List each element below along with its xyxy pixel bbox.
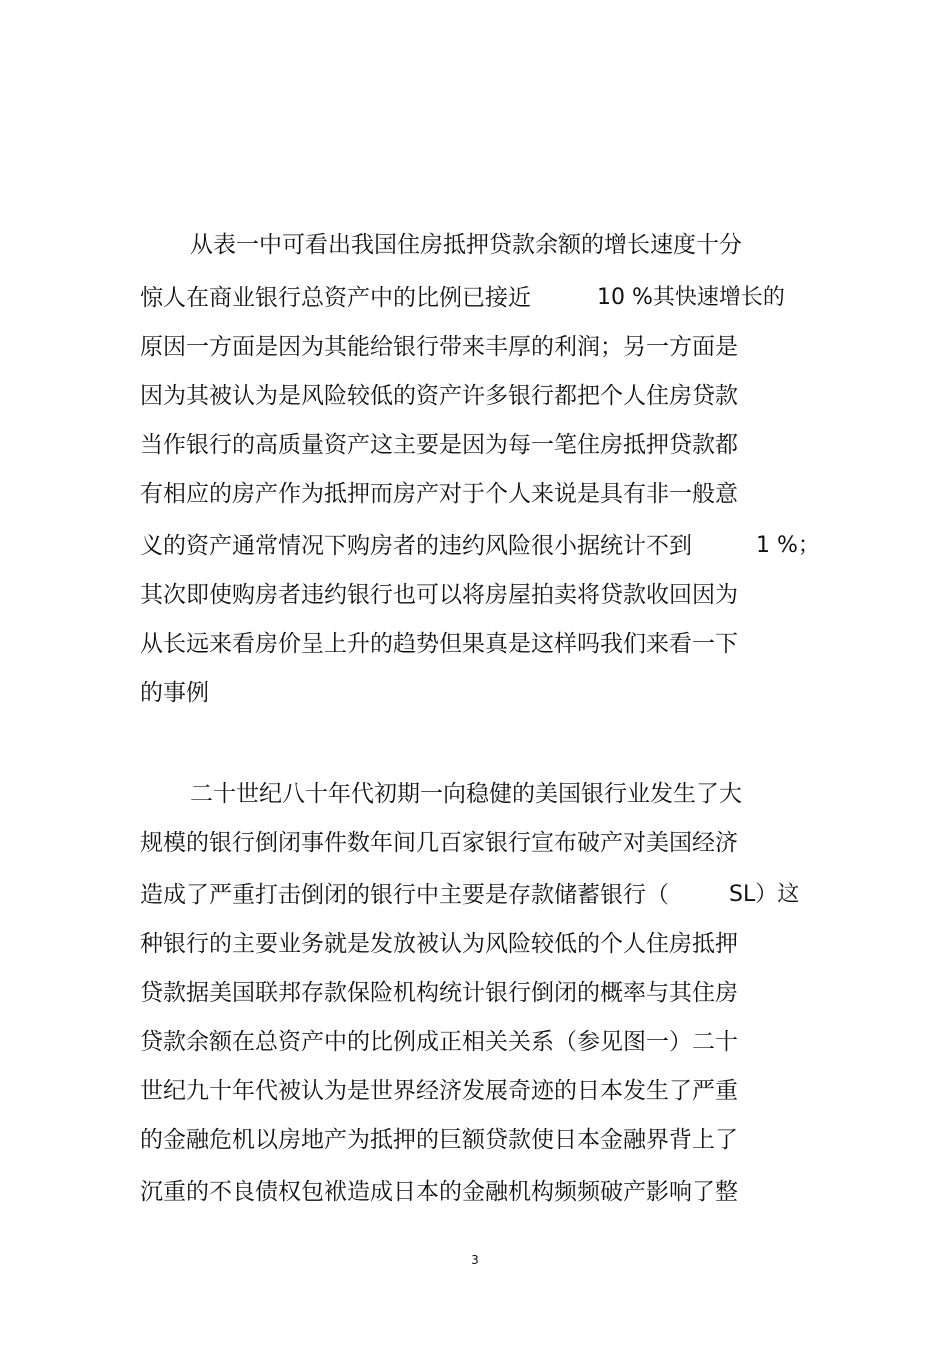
paragraph2-line-8: 的金融危机以房地产为抵押的巨额贷款使日本金融界背上了	[140, 1127, 738, 1153]
paragraph1-line-9: 从长远来看房价呈上升的趋势但果真是这样吗我们来看一下	[140, 631, 738, 657]
paragraph2-line-7: 世纪九十年代被认为是世界经济发展奇迹的日本发生了严重	[140, 1078, 738, 1104]
paragraph1-line-2-tail: 10 %其快速增长的	[597, 285, 785, 310]
paragraph2-line-5: 贷款据美国联邦存款保险机构统计银行倒闭的概率与其住房	[140, 980, 738, 1006]
paragraph2-line-9: 沉重的不良债权包袱造成日本的金融机构频频破产影响了整	[140, 1179, 738, 1205]
paragraph1-line-6: 有相应的房产作为抵押而房产对于个人来说是具有非一般意	[140, 481, 738, 507]
paragraph2-line-6: 贷款余额在总资产中的比例成正相关关系（参见图一）二十	[140, 1029, 738, 1055]
paragraph2-line-2: 规模的银行倒闭事件数年间几百家银行宣布破产对美国经济	[140, 830, 738, 856]
paragraph2-line-1: 二十世纪八十年代初期一向稳健的美国银行业发生了大	[190, 781, 742, 807]
paragraph2-line-3-tail: SL）这	[729, 882, 800, 907]
paragraph1-line-4: 因为其被认为是风险较低的资产许多银行都把个人住房贷款	[140, 383, 738, 409]
paragraph1-line-10: 的事例	[140, 680, 209, 706]
paragraph1-line-8: 其次即使购房者违约银行也可以将房屋拍卖将贷款收回因为	[140, 582, 738, 608]
paragraph2-line-4: 种银行的主要业务就是发放被认为风险较低的个人住房抵押	[140, 931, 738, 957]
paragraph1-line-7-tail: 1 %；	[756, 533, 820, 558]
paragraph1-line-5: 当作银行的高质量资产这主要是因为每一笔住房抵押贷款都	[140, 432, 738, 458]
paragraph1-line-1: 从表一中可看出我国住房抵押贷款余额的增长速度十分	[190, 232, 742, 258]
paragraph1-line-7: 义的资产通常情况下购房者的违约风险很小据统计不到	[140, 533, 692, 559]
paragraph2-line-3: 造成了严重打击倒闭的银行中主要是存款储蓄银行（	[140, 882, 669, 908]
paragraph1-line-3: 原因一方面是因为其能给银行带来丰厚的利润；另一方面是	[140, 334, 738, 360]
page-number: 3	[471, 1253, 479, 1267]
paragraph1-line-2: 惊人在商业银行总资产中的比例已接近	[140, 285, 531, 311]
